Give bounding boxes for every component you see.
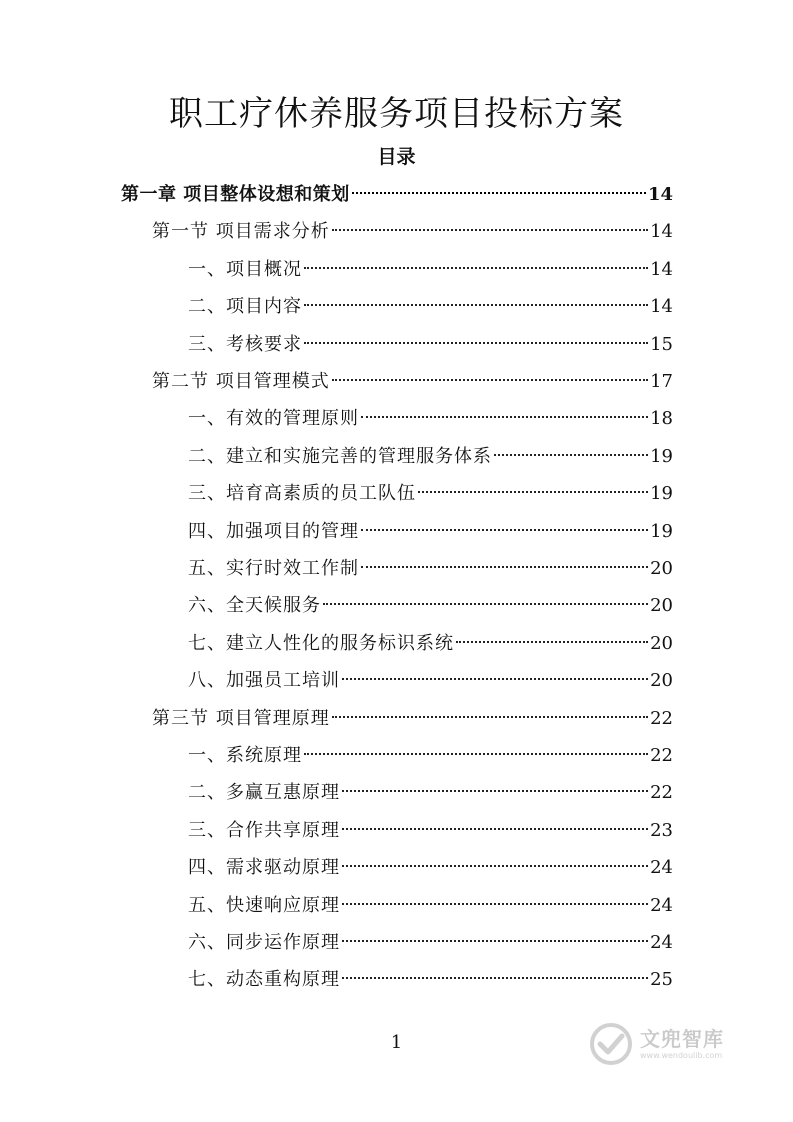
toc-entry[interactable]	[188, 887, 673, 924]
toc-dot-leader	[304, 752, 648, 755]
toc-entry-page: 19	[650, 483, 673, 505]
watermark-url: www.wendoulib.com	[640, 1051, 723, 1060]
toc-entry-page: 20	[650, 595, 673, 617]
toc-entry[interactable]	[121, 176, 673, 213]
toc-entry-label: 五、快速响应原理	[188, 894, 340, 916]
toc-entry[interactable]	[188, 625, 673, 662]
toc-entry[interactable]	[188, 812, 673, 849]
toc-entry-label: 四、加强项目的管理	[188, 520, 359, 542]
toc-entry-page: 14	[650, 258, 673, 280]
toc-dot-leader	[323, 602, 648, 605]
toc-entry-page: 22	[650, 745, 673, 766]
toc-entry-page: 19	[650, 520, 673, 542]
toc-entry-page: 15	[650, 333, 673, 355]
toc-entry[interactable]	[188, 550, 673, 587]
toc-entry-label: 三、培育高素质的员工队伍	[188, 483, 416, 505]
toc-entry[interactable]	[188, 849, 673, 886]
toc-entry-page: 24	[650, 857, 673, 879]
toc-entry-label: 二、项目内容	[188, 296, 302, 318]
toc-entry[interactable]	[152, 213, 673, 250]
toc-entry-page: 22	[650, 707, 673, 729]
toc-entry-label: 第三节 项目管理原理	[152, 707, 330, 729]
toc-entry-label: 第一节 项目需求分析	[152, 221, 330, 243]
toc-dot-leader	[342, 976, 648, 979]
toc-entry[interactable]	[188, 587, 673, 624]
toc-entry-page: 23	[650, 819, 673, 841]
toc-entry-page: 24	[650, 894, 673, 916]
toc-entry[interactable]	[188, 400, 673, 437]
toc-heading: 目录	[377, 146, 416, 168]
toc-entry[interactable]	[152, 700, 673, 737]
toc-dot-leader	[304, 303, 648, 306]
toc-entry-label: 三、合作共享原理	[188, 819, 340, 841]
toc-entry-label: 一、系统原理	[188, 745, 302, 766]
toc-entry[interactable]	[188, 326, 673, 363]
toc-entry[interactable]	[188, 288, 673, 325]
toc-entry-label: 六、同步运作原理	[188, 932, 340, 953]
toc-dot-leader	[342, 902, 648, 905]
toc-entry-page: 14	[650, 221, 673, 243]
toc-dot-leader	[352, 191, 646, 194]
toc-dot-leader	[304, 341, 648, 344]
toc-entry-page: 14	[647, 184, 673, 205]
toc-dot-leader	[332, 378, 648, 381]
toc-dot-leader	[342, 864, 648, 867]
toc-dot-leader	[342, 827, 648, 830]
toc-dot-leader	[418, 490, 648, 493]
toc-entry-page: 20	[650, 632, 673, 654]
toc-entry[interactable]	[188, 513, 673, 550]
toc-entry[interactable]	[188, 475, 673, 512]
toc-entry-page: 18	[650, 408, 673, 430]
toc-entry-label: 三、考核要求	[188, 333, 302, 355]
toc-entry-page: 24	[650, 932, 673, 953]
toc-dot-leader	[494, 453, 648, 456]
toc-entry-page: 20	[650, 670, 673, 692]
toc-dot-leader	[332, 715, 648, 718]
toc-entry[interactable]	[188, 438, 673, 475]
toc-entry[interactable]	[152, 363, 673, 400]
toc-dot-leader	[361, 565, 648, 568]
wendou-logo-icon	[588, 1021, 634, 1067]
toc-entry-label: 一、有效的管理原则	[188, 408, 359, 430]
toc-dot-leader	[342, 939, 648, 942]
toc-entry-page: 25	[650, 969, 673, 991]
toc-entry-label: 第二节 项目管理模式	[152, 371, 330, 392]
watermark	[588, 1020, 758, 1068]
toc-dot-leader	[456, 640, 648, 643]
toc-dot-leader	[304, 266, 648, 269]
toc-entry[interactable]	[188, 774, 673, 811]
toc-entry-label: 一、项目概况	[188, 258, 302, 280]
toc-entry-label: 七、动态重构原理	[188, 969, 340, 991]
toc-entry[interactable]	[188, 737, 673, 774]
toc-entry[interactable]	[188, 662, 673, 699]
toc-entry-label: 第一章 项目整体设想和策划	[121, 184, 350, 205]
toc-dot-leader	[361, 415, 648, 418]
toc-entry-label: 六、全天候服务	[188, 595, 321, 617]
toc-entry-label: 五、实行时效工作制	[188, 558, 359, 579]
toc-entry-label: 四、需求驱动原理	[188, 857, 340, 879]
toc-dot-leader	[342, 677, 648, 680]
toc-entry-label: 七、建立人性化的服务标识系统	[188, 632, 454, 654]
toc-entry-page: 17	[650, 371, 673, 392]
toc-entry-label: 二、建立和实施完善的管理服务体系	[188, 445, 492, 467]
toc-entry-label: 二、多赢互惠原理	[188, 782, 340, 804]
document-title: 职工疗休养服务项目投标方案	[169, 94, 624, 134]
toc-entry[interactable]	[188, 251, 673, 288]
watermark-name: 文兜智库	[640, 1027, 724, 1051]
toc-entry-label: 八、加强员工培训	[188, 670, 340, 692]
page-number: 1	[390, 1032, 403, 1053]
toc-dot-leader	[342, 789, 648, 792]
toc-entry-page: 14	[650, 296, 673, 318]
toc-entry-page: 22	[650, 782, 673, 804]
toc-dot-leader	[332, 228, 648, 231]
toc-entry[interactable]	[188, 924, 673, 961]
toc-entry[interactable]	[188, 961, 673, 998]
toc-entry-page: 20	[650, 558, 673, 579]
toc-entry-page: 19	[650, 445, 673, 467]
toc-dot-leader	[361, 528, 648, 531]
